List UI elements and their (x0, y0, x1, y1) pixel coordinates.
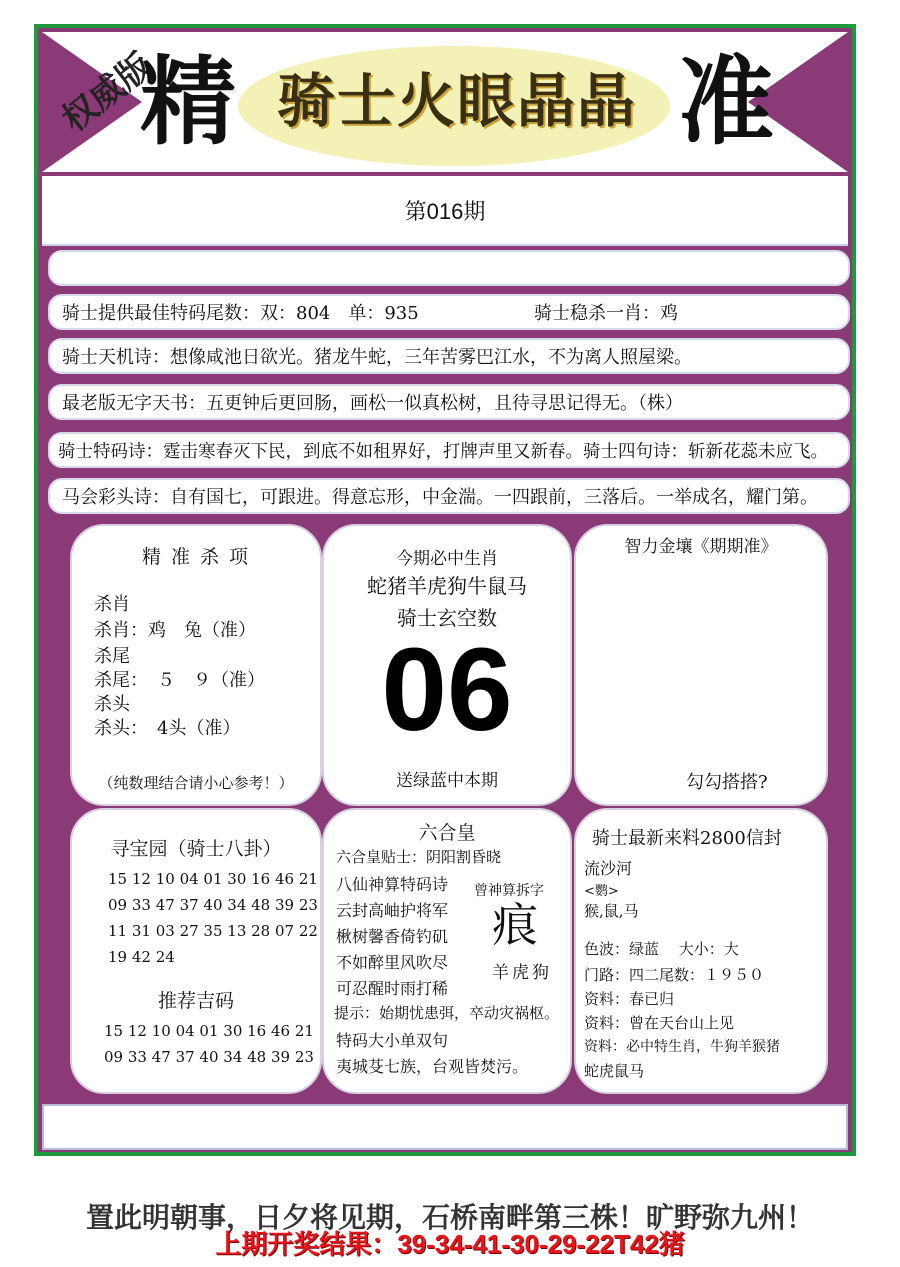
row-kill-zodiac-text: 骑士稳杀一肖：鸡 (534, 303, 678, 324)
treasure-card (70, 808, 322, 1094)
row-tail-numbers-text: 骑士提供最佳特码尾数：双：804 单：935 (62, 303, 419, 324)
issue-number: 第016期 (42, 176, 848, 246)
row-tail-numbers (48, 294, 850, 330)
zodiac-list: 蛇猪羊虎狗牛鼠马 (367, 574, 527, 598)
poem-line: 可忍醒时雨打稀 (336, 979, 449, 998)
latest-line: 蛇虎鼠马 (584, 1062, 645, 1080)
row-wordless-book-text: 最老版无字天书：五更钟后更回肠，画松一似真松树，且待寻思记得无。（株） (62, 393, 683, 414)
empty-row (48, 250, 850, 286)
zodiac-footer: 送绿蓝中本期 (396, 771, 498, 791)
header (42, 32, 848, 172)
zodiac-heading: 今期必中生肖 (396, 549, 498, 569)
latest-line: <鹦> (584, 884, 619, 899)
poem-line: 楸树馨香倚钓矶 (336, 927, 449, 946)
poem-line: 不如醉里风吹尽 (336, 953, 449, 972)
kill-card (70, 524, 322, 806)
row-poem-tianji (48, 338, 850, 374)
latest-line: 流沙河 (584, 859, 633, 878)
kill-line: 杀尾： ５ ９（准） (94, 670, 265, 691)
kill-card-title: 精 准 杀 项 (141, 546, 251, 568)
size-parity-line: 夷城芟七族，台观皆焚污。 (336, 1057, 529, 1076)
treasure-numbers-row: 11 31 03 27 35 13 28 07 22 (108, 922, 318, 940)
recommended-title: 推荐吉码 (157, 990, 234, 1012)
riddle-card (574, 524, 828, 806)
row-special-poem-text: 骑士特码诗：霆击寒春灭下民，到底不如租界好，打牌声里又新春。骑士四句诗：斩新花蕊未应飞。 (58, 441, 828, 462)
kill-line: 杀肖：鸡 兔（准） (94, 620, 256, 641)
latest-line: 门路：四二尾数：１９５０ (584, 966, 765, 984)
latest-line: 资料：必中特生肖，牛狗羊猴猪 (584, 1039, 780, 1055)
latest-title: 骑士最新来料2800信封 (592, 828, 782, 849)
xuankong-label: 骑士玄空数 (397, 606, 497, 630)
cezi-title: 曾神算拆字 (474, 883, 544, 899)
latest-line: 猴,鼠,马 (584, 902, 639, 920)
size-parity-title: 特码大小单双句 (336, 1031, 449, 1050)
page-title: 骑士火眼晶晶 (276, 67, 637, 135)
liuhe-card (322, 808, 572, 1094)
recommended-numbers-row: 09 33 47 37 40 34 48 39 23 (104, 1048, 314, 1066)
title-left-char: 精 (140, 45, 236, 158)
row-special-poem (48, 432, 850, 468)
treasure-numbers-row: 09 33 47 37 40 34 48 39 23 (108, 896, 318, 914)
latest-material-card (574, 808, 828, 1094)
riddle-title: 智力金壤《期期准》 (624, 537, 778, 557)
latest-line: 色波：绿蓝 大小：大 (584, 940, 739, 958)
riddle-footer: 勾勾搭搭? (686, 772, 768, 793)
liuhe-hint: 提示：始期忧患弭，卒动灾祸枢。 (334, 1004, 560, 1022)
row-poem-tianji-text: 骑士天机诗：想像咸池日欲光。猪龙牛蛇，三年苦雾巴江水，不为离人照屋梁。 (62, 347, 692, 368)
kill-line: 杀尾 (94, 646, 130, 667)
row-wordless-book (48, 384, 850, 420)
row-horse-poem-text: 马会彩头诗：自有国七，可跟进。得意忘形，中金湍。一四跟前，三落后。一举成名，耀门第。 (62, 487, 818, 508)
zodiac-card (322, 524, 572, 806)
last-draw-result: 上期开奖结果：39-34-41-30-29-22T42猪 (215, 1229, 685, 1259)
row-horse-poem (48, 478, 850, 514)
footer-verse: 置此明朝事，日夕将见期，石桥南畔第三株！旷野弥九州！ (85, 1201, 814, 1234)
kill-card-note: （纯数理结合请小心参考！） (98, 774, 294, 792)
kill-line: 杀头： 4头（准） (94, 718, 241, 739)
treasure-numbers-row: 15 12 10 04 01 30 16 46 21 (108, 870, 318, 888)
poster-frame (34, 24, 856, 1156)
poem-line: 云封高岫护将军 (336, 901, 449, 920)
title-right-char: 准 (678, 45, 774, 158)
latest-line: 资料：春已归 (584, 990, 675, 1008)
recommended-numbers-row: 15 12 10 04 01 30 16 46 21 (104, 1022, 314, 1040)
bottom-empty-bar (42, 1104, 848, 1150)
kill-line: 杀头 (94, 694, 130, 715)
lucky-number: 06 (381, 624, 513, 756)
edition-badge: 权威版 (54, 45, 160, 140)
treasure-numbers-row: 19 42 24 (108, 948, 175, 966)
liuhe-title: 六合皇 (418, 822, 476, 844)
kill-line: 杀肖 (94, 594, 130, 615)
treasure-title: 寻宝园（骑士八卦） (110, 838, 282, 860)
cezi-char: 痕 (492, 898, 538, 952)
latest-line: 资料：曾在天台山上见 (584, 1014, 735, 1032)
poem-title: 八仙神算特码诗 (336, 875, 449, 894)
cezi-zodiacs: 羊虎狗 (492, 963, 552, 983)
liuhe-tip: 六合皇贴士：阴阳割昏晓 (336, 848, 502, 866)
